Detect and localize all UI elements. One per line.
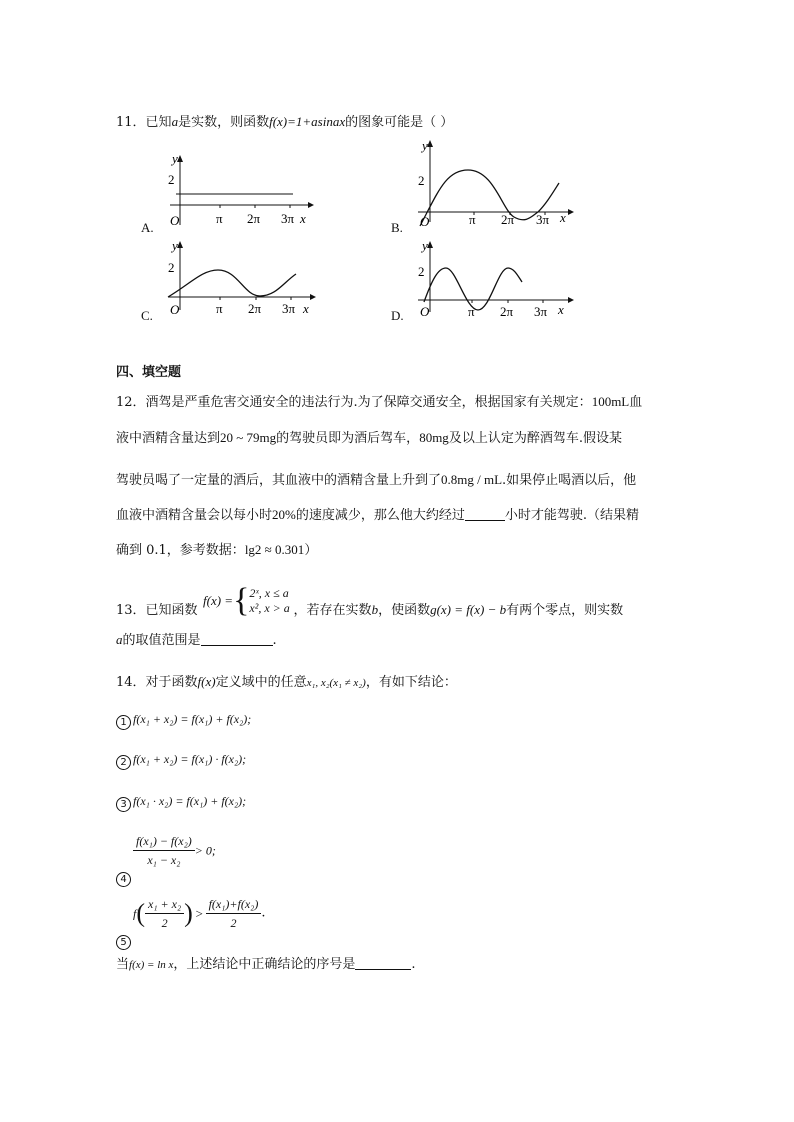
- conclusion-4: 4 $\frac{\text{f(x₁) − f(x₂)}}{\text{x₁ − x₂}}$ > 0;: [116, 832, 216, 874]
- option-d-label[interactable]: D.: [391, 308, 404, 323]
- y-axis-label: y: [422, 238, 428, 253]
- x-tick-3pi: 3π: [281, 211, 295, 226]
- conclusion-1: 1 f(x₁ + x₂) = f(x₁) + f(x₂);: [116, 710, 251, 730]
- x-axis-label: x: [558, 302, 564, 317]
- x-tick-3pi: 3π: [536, 212, 550, 227]
- x-axis-label: x: [303, 301, 309, 316]
- origin-label: O: [170, 302, 180, 317]
- q11-stem: 11．已知a是实数，则函数f(x)=1+asinax的图象可能是（ ）: [116, 114, 454, 130]
- x-axis-label: x: [300, 211, 306, 226]
- q12-line-2: 液中酒精含量达到20 ~ 79mg的驾驶员即为酒后驾车，80mg及以上认定为醉酒驾车.假设某: [116, 430, 622, 446]
- q11-formula: f(x)=1+asinax: [269, 114, 346, 129]
- y-axis-label: y: [172, 238, 178, 253]
- y-axis-label: y: [422, 138, 428, 153]
- conclusion-2: 2 f(x₁ + x₂) = f(x₁) · f(x₂);: [116, 750, 246, 770]
- x-axis-label: x: [560, 210, 566, 225]
- answer-blank-q13[interactable]: [201, 633, 273, 646]
- x-tick-2pi: 2π: [247, 211, 261, 226]
- x-tick-pi: π: [216, 211, 223, 226]
- x-tick-pi: π: [468, 304, 475, 319]
- y-tick-2: 2: [168, 172, 175, 187]
- q12-line-3: 驾驶员喝了一定量的酒后，其血液中的酒精含量上升到了0.8mg / mL.如果停止喝酒以后，他: [116, 472, 637, 488]
- q13-line-2: a的取值范围是 .: [116, 632, 277, 648]
- answer-blank-q12[interactable]: [465, 508, 505, 521]
- y-tick-2: 2: [418, 173, 425, 188]
- x-tick-pi: π: [469, 212, 476, 227]
- origin-label: O: [170, 213, 180, 228]
- conclusion-3: 3 f(x₁ · x₂) = f(x₁) + f(x₂);: [116, 792, 246, 812]
- y-tick-2: 2: [418, 264, 425, 279]
- q12-line-4: 血液中酒精含量会以每小时20%的速度减少，那么他大约经过 小时才能驾驶.（结果精: [116, 507, 640, 523]
- graph-a: [160, 150, 320, 230]
- section-heading: 四、填空题: [116, 365, 182, 380]
- x-tick-3pi: 3π: [534, 304, 548, 319]
- option-b-label[interactable]: B.: [391, 220, 403, 235]
- q13-piecewise: f(x) ={ 2ˣ, x ≤ a x², x > a: [203, 582, 290, 619]
- q13-line-1: 13．已知函数 ，若存在实数b，使函数g(x) = f(x) − b有两个零点，则实数: [116, 602, 624, 618]
- x-tick-2pi: 2π: [500, 304, 514, 319]
- q14-final: 当f(x) = ln x，上述结论中正确结论的序号是 .: [116, 957, 416, 972]
- q12-line-5: 确到 0.1，参考数据：lg2 ≈ 0.301）: [116, 542, 318, 558]
- option-a-label[interactable]: A.: [141, 220, 154, 235]
- y-tick-2: 2: [168, 260, 175, 275]
- conclusion-5: 5f( $\frac{\text{x₁ + x₂}}{2}$ ) > $\frac{\text{f(x₁)+f(x₂)}}{2}$ .: [116, 895, 265, 937]
- x-tick-2pi: 2π: [501, 212, 515, 227]
- y-axis-label: y: [172, 151, 178, 166]
- q12-line-1: 12．酒驾是严重危害交通安全的违法行为.为了保障交通安全，根据国家有关规定：100mL血: [116, 394, 643, 410]
- x-tick-pi: π: [216, 301, 223, 316]
- answer-blank-q14[interactable]: [355, 957, 411, 970]
- option-c-label[interactable]: C.: [141, 308, 153, 323]
- x-tick-2pi: 2π: [248, 301, 262, 316]
- origin-label: O: [420, 214, 430, 229]
- origin-label: O: [420, 304, 430, 319]
- x-tick-3pi: 3π: [282, 301, 296, 316]
- graph-b: [410, 138, 580, 229]
- graph-d: [410, 238, 580, 318]
- graph-c: [160, 238, 320, 318]
- q14-stem: 14．对于函数f(x)定义域中的任意x₁, x₂(x₁ ≠ x₂)，有如下结论：: [116, 674, 457, 690]
